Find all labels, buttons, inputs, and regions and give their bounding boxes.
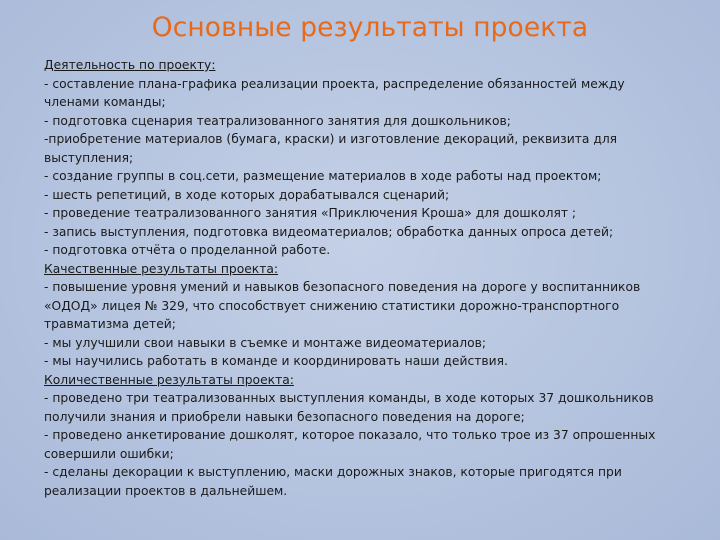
text-line: - шесть репетиций, в ходе которых дорабатывался сценарий; (44, 187, 450, 202)
text-line: -приобретение материалов (бумага, краски) и изготовление декораций, реквизита для (44, 132, 618, 146)
text-line: - проведение театрализованного занятия «Приключения Кроша» для дошколят ; (44, 206, 577, 220)
text-line: реализации проектов в дальнейшем. (44, 483, 288, 498)
text-line: травматизма детей; (44, 317, 176, 331)
section-heading: Качественные результаты проекта: (44, 261, 279, 276)
slide-body (44, 56, 694, 500)
text-line: - подготовка отчёта о проделанной работе. (44, 243, 331, 257)
text-line: совершили ошибки; (44, 446, 174, 461)
text-line: - мы улучшили свои навыки в съемке и монтаже видеоматериалов; (44, 335, 487, 350)
text-line: - проведено анкетирование дошколят, которое показало, что только трое из 37 опрошенных (44, 428, 656, 442)
text-line: - мы научились работать в команде и координировать наши действия. (44, 354, 508, 368)
section-heading: Деятельность по проекту: (44, 58, 216, 72)
text-line: - подготовка сценария театрализованного занятия для дошкольников; (44, 113, 511, 128)
slide-title: Основные результаты проекта (151, 12, 589, 43)
text-line: - сделаны декорации к выступлению, маски дорожных знаков, которые пригодятся при (44, 465, 622, 479)
section-heading: Количественные результаты проекта: (44, 372, 294, 387)
text-line: - проведено три театрализованных выступления команды, в ходе которых 37 дошкольников (44, 391, 654, 405)
text-line: - запись выступления, подготовка видеоматериалов; обработка данных опроса детей; (44, 224, 614, 239)
text-line: - составление плана-графика реализации проекта, распределение обязанностей между (44, 76, 625, 91)
text-line: «ОДОД» лицея № 329, что способствует снижению статистики дорожно-транспортного (44, 298, 620, 313)
text-line: - повышение уровня умений и навыков безопасного поведения на дороге у воспитанников (44, 280, 641, 294)
text-line: - создание группы в соц.сети, размещение материалов в ходе работы над проектом; (44, 169, 602, 183)
text-line: получили знания и приобрели навыки безопасного поведения на дороге; (44, 409, 525, 424)
text-line: выступления; (44, 150, 134, 165)
text-line: членами команды; (44, 95, 166, 109)
